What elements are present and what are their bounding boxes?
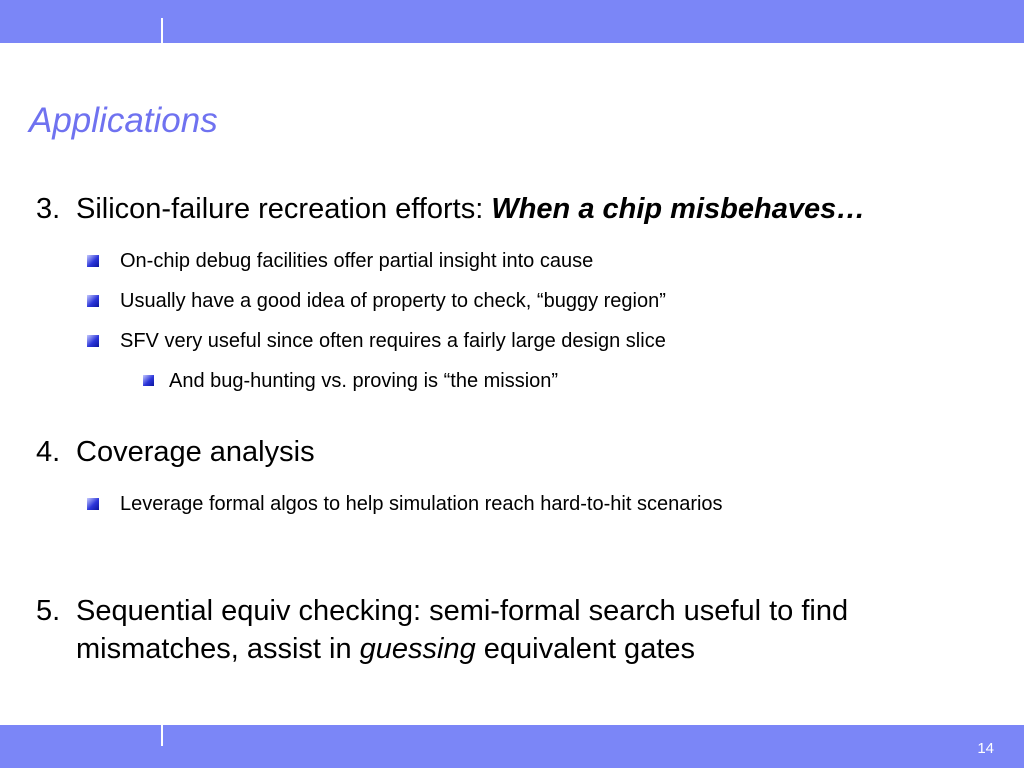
- bullet-item: [120, 288, 666, 314]
- bullet-text: Leverage formal algos to help simulation reach hard-to-hit scenarios: [120, 493, 723, 515]
- footer-divider-tick: [161, 725, 163, 746]
- sub-bullet-item: [169, 368, 558, 394]
- header-bar: [0, 0, 1024, 43]
- item-text-plain: equivalent gates: [475, 633, 696, 665]
- square-bullet-icon: [87, 255, 99, 267]
- bullet-item: [120, 491, 723, 517]
- item-text: [76, 190, 865, 228]
- header-divider-tick: [161, 18, 163, 43]
- item-number: 3.: [36, 193, 61, 225]
- slide-title: Applications: [29, 101, 218, 140]
- item-text-plain: mismatches, assist in: [76, 633, 360, 665]
- square-bullet-icon: [87, 295, 99, 307]
- item-text-plain: Silicon-failure recreation efforts:: [76, 193, 492, 225]
- square-bullet-icon: [143, 375, 154, 386]
- bullet-text: On-chip debug facilities offer partial insight into cause: [120, 250, 594, 272]
- slide-number: 14: [977, 740, 994, 757]
- item-text-line-1: Sequential equiv checking: semi-formal search useful to find: [76, 595, 849, 627]
- item-emphasis: guessing: [359, 633, 476, 665]
- bullet-text: SFV very useful since often requires a fairly large design slice: [120, 330, 666, 352]
- sub-bullet-text: And bug-hunting vs. proving is “the mission”: [169, 370, 559, 392]
- footer-bar: [0, 725, 1024, 768]
- square-bullet-icon: [87, 335, 99, 347]
- item-emphasis: When a chip misbehaves…: [491, 193, 866, 225]
- item-number: 4.: [36, 436, 61, 468]
- bullet-item: [120, 328, 666, 354]
- item-number: 5.: [36, 595, 61, 627]
- item-text: Coverage analysis: [76, 436, 315, 468]
- item-text-line-2: [76, 630, 695, 668]
- square-bullet-icon: [87, 498, 99, 510]
- bullet-text: Usually have a good idea of property to check, “buggy region”: [120, 290, 666, 312]
- bullet-item: [120, 248, 593, 274]
